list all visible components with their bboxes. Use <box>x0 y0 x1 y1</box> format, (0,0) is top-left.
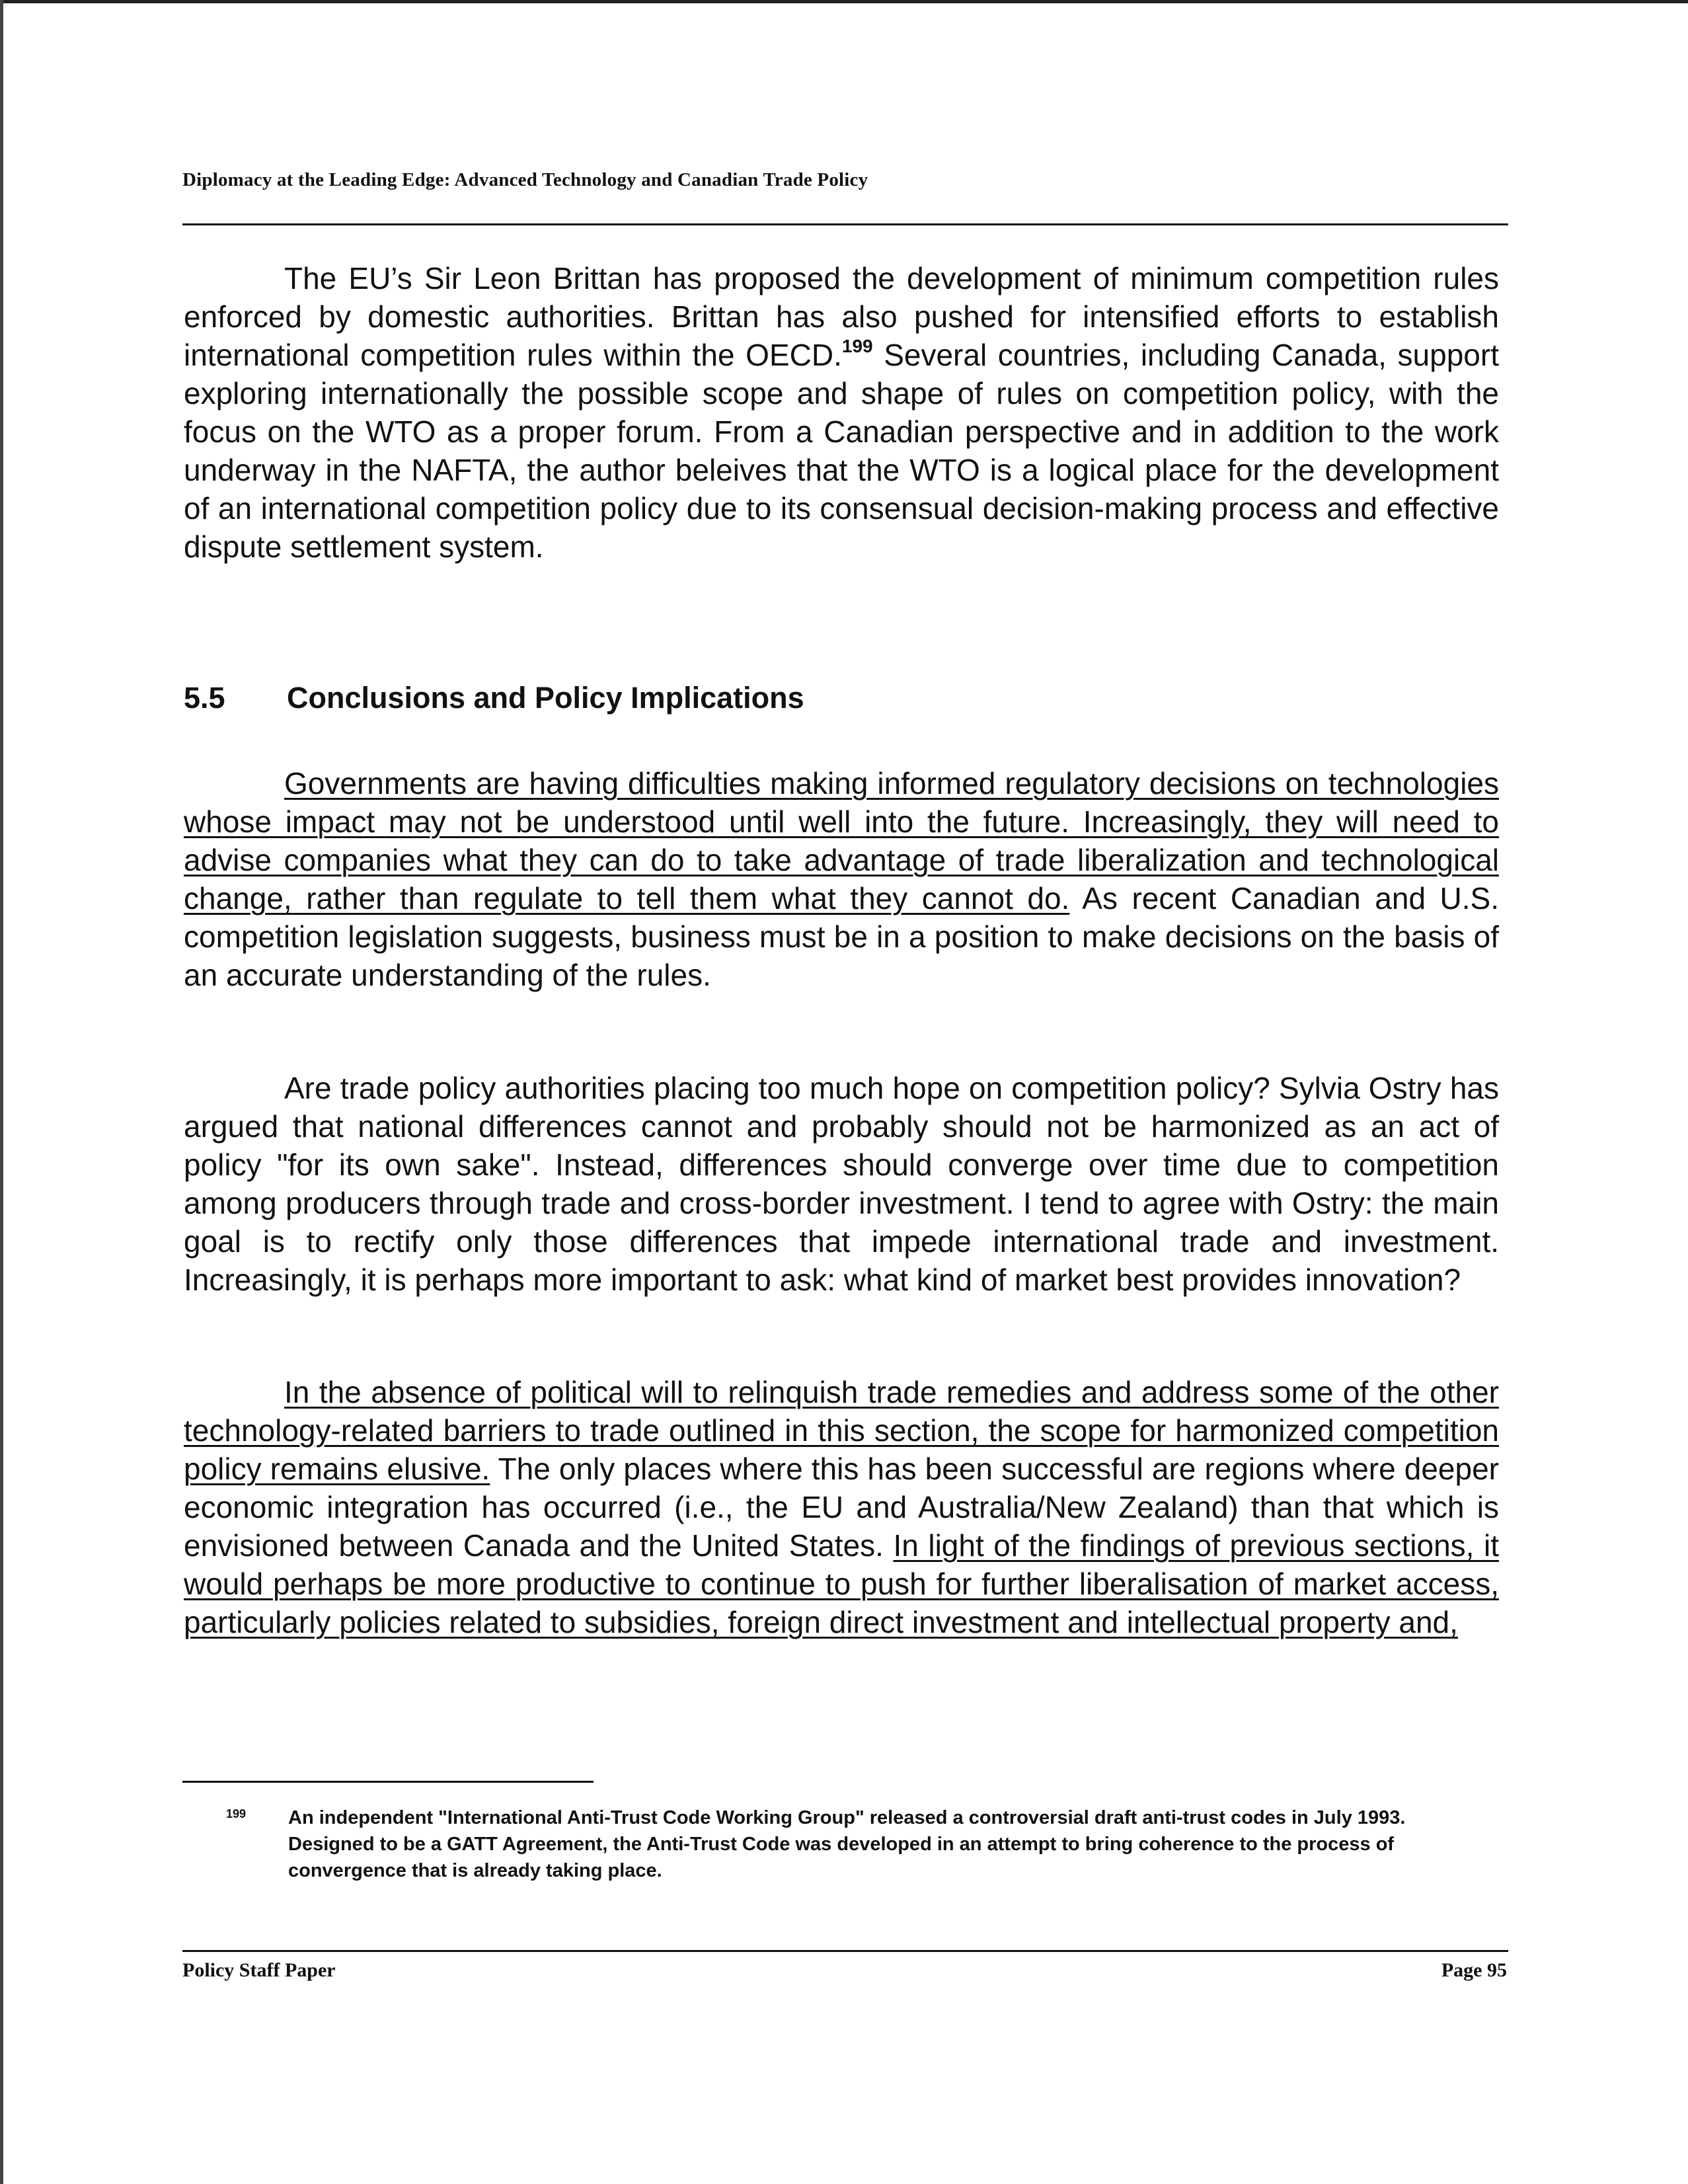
paragraph-text: Several countries, including Canada, support exploring internationally the possible scope and shape of rules on competition policy, with the focus on the WTO as a proper forum. From a Canadian perspective and in addition to the work underway in the NAFTA, the author beleives that the WTO is a logical place for the development of an international competition policy due to its consensual decision-making process and effective dispute settlement system. <box>184 338 1499 564</box>
paragraph-governments <box>184 764 1499 994</box>
paragraph-trade-policy <box>184 1069 1499 1299</box>
underlined-text: In the absence of political will to relinquish trade remedies and address some of the other technology-related barriers to trade outlined in this section, the scope for harmonized competition policy remains elusive. <box>184 1375 1499 1486</box>
paragraph-text: The EU’s Sir Leon Brittan has proposed the development of minimum competition rules enforced by domestic authorities. Brittan has also pushed for intensified efforts to establish international competition rules within the OECD. <box>184 261 1499 372</box>
scan-border-left <box>0 0 3 2184</box>
underlined-text: Governments are having difficulties making informed regulatory decisions on technologies whose impact may not be understood until well into the future. Increasingly, they will need to advise companies what they can do to take advantage of trade liberalization and technological change, rather than regulate to tell them what they cannot do. <box>184 766 1499 916</box>
footnote-text: An independent "International Anti-Trust Code Working Group" released a controversial draft anti-trust codes in July 1993. Designed to be a GATT Agreement, the Anti-Trust Code was developed in an attempt to bring coherence to the process of convergence that is already taking place. <box>288 1807 1406 1881</box>
footnote-reference: 199 <box>841 336 873 356</box>
running-header: Diplomacy at the Leading Edge: Advanced Technology and Canadian Trade Policy <box>182 169 868 190</box>
paragraph-text: Are trade policy authorities placing too much hope on competition policy? Sylvia Ostry has argued that national differences cannot and probably should not be harmonized as an act of policy "for its own sake". Instead, differences should converge over time due to competition among producers through trade and cross-border investment. I tend to agree with Ostry: the main goal is to rectify only those differences that impede international trade and investment. Increasingly, it is perhaps more important to ask: what kind of market best provides innovation? <box>184 1071 1499 1297</box>
paragraph-text: The only places where this has been successful are regions where deeper economic integration has occurred (i.e., the EU and Australia/New Zealand) than that which is envisioned between Canada and the United States. <box>184 1452 1499 1563</box>
scan-border-top <box>0 0 1688 3</box>
paragraph-competition-rules <box>184 259 1499 566</box>
paragraph-political-will <box>184 1373 1499 1641</box>
section-title: Conclusions and Policy Implications <box>287 681 804 715</box>
footer-rule <box>182 1950 1508 1952</box>
header-rule <box>182 223 1508 225</box>
paragraph-text: As recent Canadian and U.S. competition legislation suggests, business must be in a position to make decisions on the basis of an accurate understanding of the rules. <box>184 881 1499 992</box>
section-heading <box>184 681 804 715</box>
section-number: 5.5 <box>184 681 225 715</box>
underlined-text: In light of the findings of previous sections, it would perhaps be more productive to continue to push for further liberalisation of market access, particularly policies related to subsidies, foreign direct investment and intellectual property and, <box>184 1528 1499 1639</box>
footer-publication: Policy Staff Paper <box>182 1959 336 1981</box>
page-number: Page 95 <box>1441 1959 1507 1981</box>
footnote <box>182 1805 1484 1884</box>
footnote-number: 199 <box>226 1807 247 1820</box>
footnote-rule <box>182 1781 594 1783</box>
